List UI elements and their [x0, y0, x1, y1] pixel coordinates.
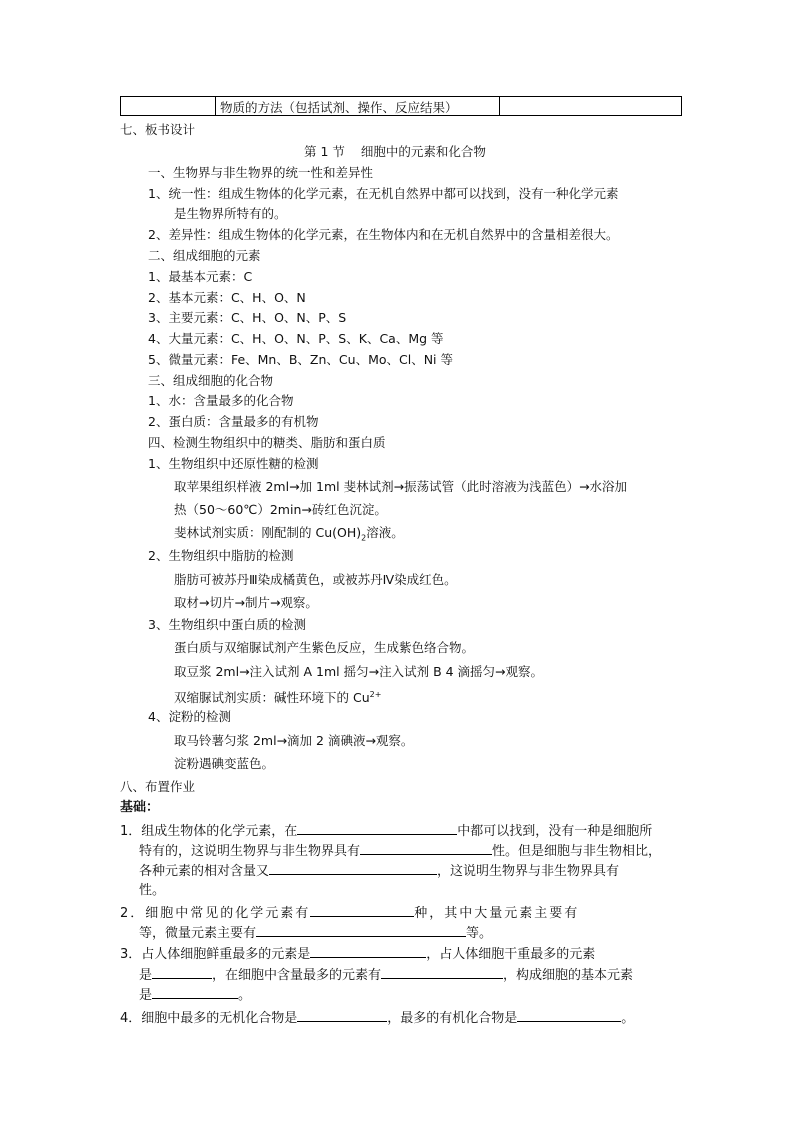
question-3-line-2: 是 ，在细胞中含量最多的元素有 ，构成细胞的基本元素: [139, 968, 634, 983]
element-line-2: 2、基本元素：C、H、O、N: [148, 290, 306, 305]
sugar-test-heading: 1、生物组织中还原性糖的检测: [148, 456, 319, 471]
element-line-5: 5、微量元素：Fe、Mn、B、Zn、Cu、Mo、Cl、Ni 等: [148, 352, 453, 367]
unity-line: 1、统一性：组成生物体的化学元素，在无机自然界中都可以找到，没有一种化学元素: [148, 186, 619, 201]
answer-blank[interactable]: [152, 986, 238, 999]
fat-test-steps: 取材→切片→制片→观察。: [174, 595, 318, 610]
question-1-line-4: 性。: [139, 883, 166, 898]
sugar-test-step: 取苹果组织样液 2ml→加 1ml 斐林试剂→振荡试管（此时溶液为浅蓝色）→水浴加: [174, 479, 628, 494]
fehling-note: 斐林试剂实质：刚配制的 $Cu(OH)_2$溶液。: [174, 525, 404, 543]
answer-blank[interactable]: [269, 862, 437, 875]
starch-test-steps: 取马铃薯匀浆 2ml→滴加 2 滴碘液→观察。: [174, 733, 414, 748]
table-fragment: [120, 96, 682, 116]
part-2-heading: 二、组成细胞的元素: [148, 248, 261, 263]
answer-blank[interactable]: [381, 966, 503, 979]
compound-line-1: 1、水：含量最多的化合物: [148, 393, 294, 408]
biuret-note: 双缩脲试剂实质：碱性环境下的 $Cu^{2+}$: [174, 690, 382, 706]
answer-blank[interactable]: [297, 1009, 387, 1022]
part-3-heading: 三、组成细胞的化合物: [148, 373, 274, 388]
table-cell-left: [121, 97, 216, 115]
part-4-heading: 四、检测生物组织中的糖类、脂肪和蛋白质: [148, 435, 386, 450]
answer-blank[interactable]: [256, 924, 466, 937]
question-3-line-3: 是 。: [139, 988, 252, 1003]
section-7-heading: 七、板书设计: [120, 122, 196, 137]
answer-blank[interactable]: [310, 904, 414, 917]
answer-blank[interactable]: [297, 822, 457, 835]
question-1-line-1: 1．组成生物体的化学元素，在 中都可以找到，没有一种是细胞所: [120, 824, 653, 839]
table-cell-middle: 物质的方法（包括试剂、操作、反应结果）: [216, 97, 500, 115]
protein-test-steps: 取豆浆 2ml→注入试剂 A 1ml 摇匀→注入试剂 B 4 滴摇匀→观察。: [174, 664, 544, 679]
protein-test-heading: 3、生物组织中蛋白质的检测: [148, 617, 306, 632]
difference-line: 2、差异性：组成生物体的化学元素，在生物体内和在无机自然界中的含量相差很大。: [148, 227, 619, 242]
question-2-line-2: 等，微量元素主要有 等。: [139, 926, 493, 941]
basic-label: 基础：: [120, 800, 160, 815]
part-1-heading: 一、生物界与非生物界的统一性和差异性: [148, 165, 374, 180]
sugar-test-step-cont: 热（50～60℃）2min→砖红色沉淀。: [174, 502, 387, 517]
question-4-line-1: 4．细胞中最多的无机化合物是 ，最多的有机化合物是 。: [120, 1011, 635, 1026]
element-line-1: 1、最基本元素：C: [148, 269, 253, 284]
fat-test-heading: 2、生物组织中脂肪的检测: [148, 548, 294, 563]
board-title: 第 1 节 细胞中的元素和化合物: [304, 144, 486, 159]
question-1-line-2: 特有的，这说明生物界与非生物界具有 性。但是细胞与非生物相比，: [139, 844, 662, 859]
question-3-line-1: 3．占人体细胞鲜重最多的元素是 ，占人体细胞干重最多的元素: [120, 947, 596, 962]
unity-line-cont: 是生物界所特有的。: [174, 206, 287, 221]
protein-test-note: 蛋白质与双缩脲试剂产生紫色反应，生成紫色络合物。: [174, 640, 475, 655]
starch-test-note: 淀粉遇碘变蓝色。: [174, 756, 275, 771]
answer-blank[interactable]: [517, 1009, 621, 1022]
answer-blank[interactable]: [152, 966, 212, 979]
answer-blank[interactable]: [360, 842, 492, 855]
answer-blank[interactable]: [310, 945, 426, 958]
starch-test-heading: 4、淀粉的检测: [148, 709, 231, 724]
fat-test-note: 脂肪可被苏丹Ⅲ染成橘黄色，或被苏丹Ⅳ染成红色。: [174, 572, 457, 587]
element-line-4: 4、大量元素：C、H、O、N、P、S、K、Ca、Mg 等: [148, 331, 444, 346]
element-line-3: 3、主要元素：C、H、O、N、P、S: [148, 310, 347, 325]
question-2-line-1: 2．细胞中常见的化学元素有 种，其中大量元素主要有: [120, 906, 580, 921]
question-1-line-3: 各种元素的相对含量又 ，这说明生物界与非生物界具有: [139, 864, 620, 879]
section-8-heading: 八、布置作业: [120, 779, 196, 794]
table-cell-right: [500, 97, 681, 115]
compound-line-2: 2、蛋白质：含量最多的有机物: [148, 414, 319, 429]
